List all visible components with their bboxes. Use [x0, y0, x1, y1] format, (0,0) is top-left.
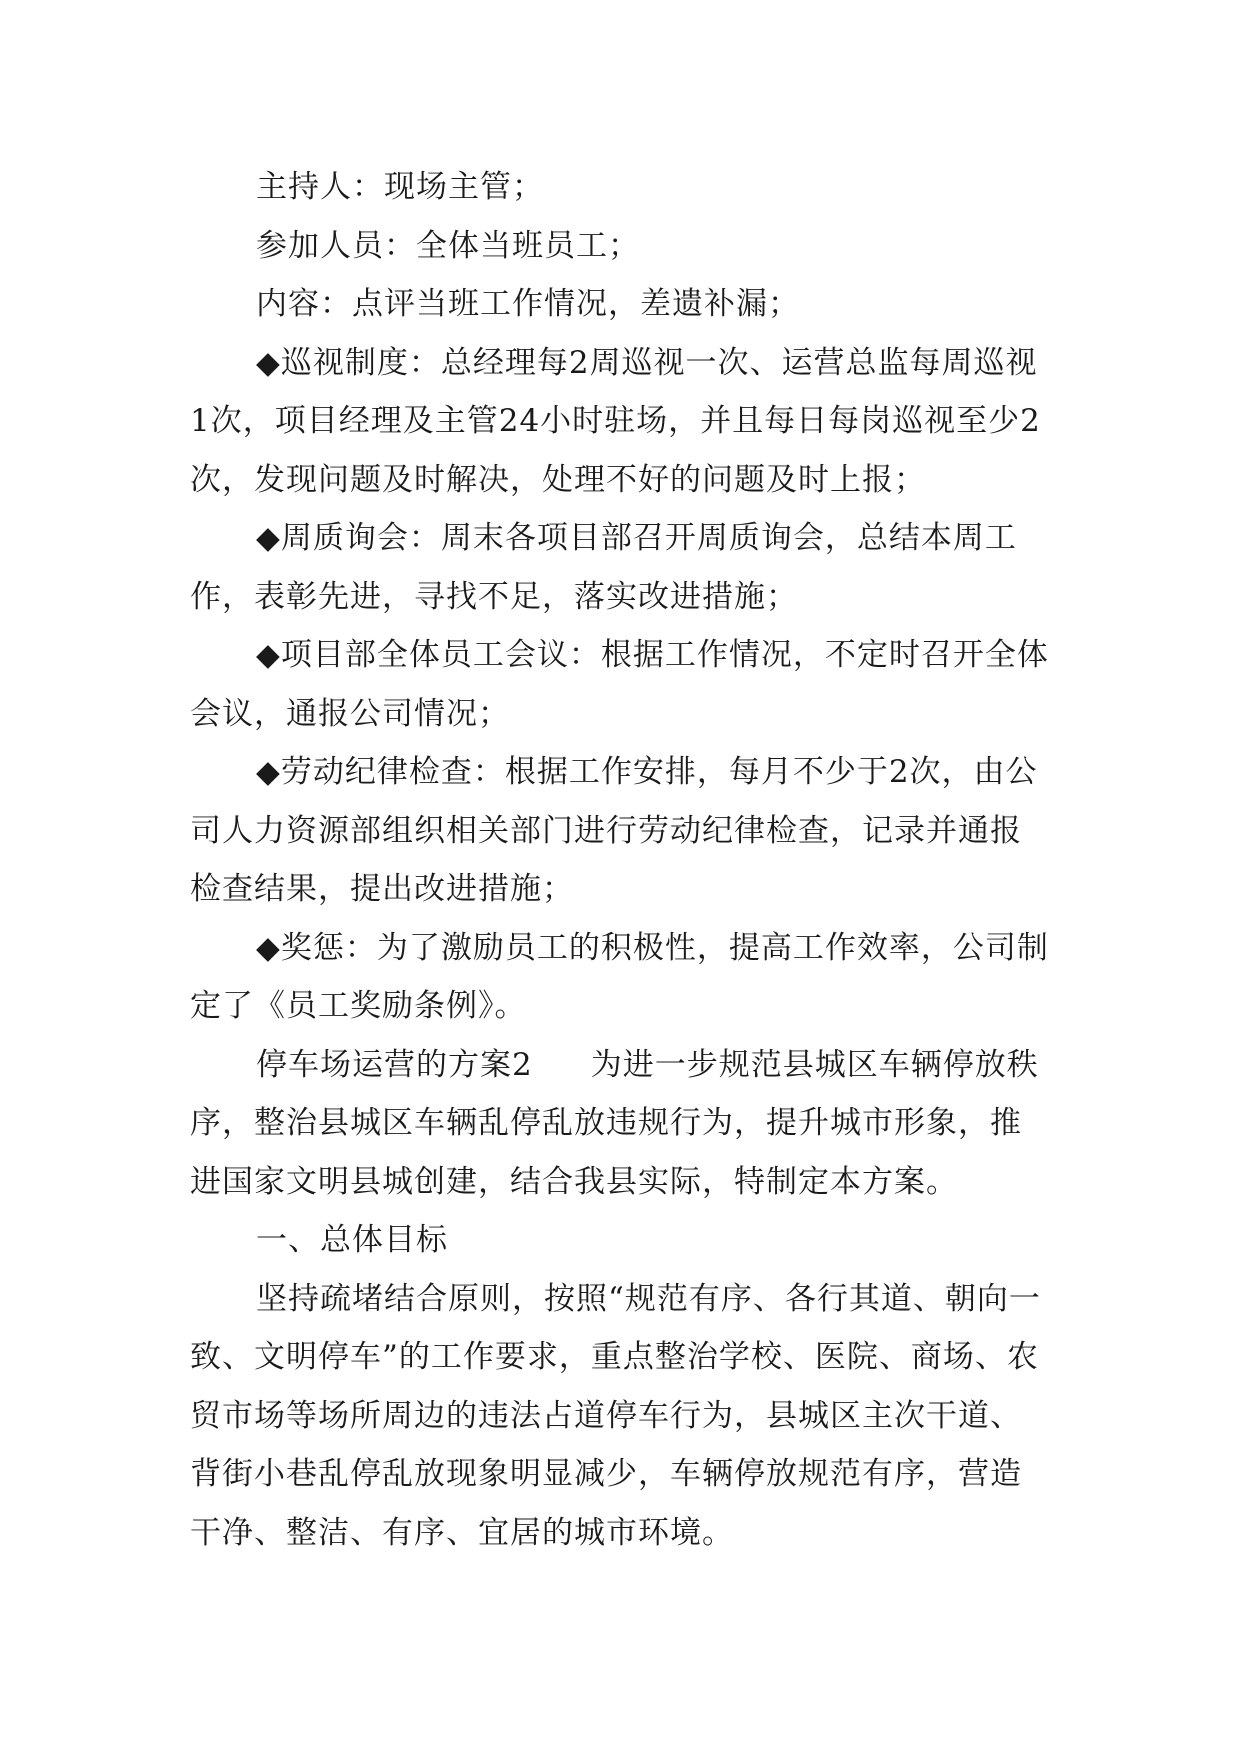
paragraph-discipline-check: ◆劳动纪律检查：根据工作安排，每月不少于2次，由公司人力资源部组织相关部门进行劳动纪律检查，记录并通报检查结果，提出改进措施；	[190, 754, 1038, 907]
paragraph-patrol-system: ◆巡视制度：总经理每2周巡视一次、运营总监每周巡视1次，项目经理及主管24小时驻场，并且每日每岗巡视至少2次，发现问题及时解决，处理不好的问题及时上报；	[190, 344, 1041, 498]
paragraph-host: 主持人：现场主管；	[256, 169, 544, 205]
paragraph-content: 内容：点评当班工作情况，差遗补漏；	[256, 286, 800, 322]
paragraph-participants: 参加人员：全体当班员工；	[256, 227, 640, 264]
paragraph-weekly-meeting: ◆周质询会：周末各项目部召开周质询会，总结本周工作，表彰先进，寻找不足，落实改进措施；	[190, 520, 1017, 615]
paragraph-section2	[190, 1036, 1050, 1212]
document-page	[190, 158, 1050, 1562]
section2-body: 为进一步规范县城区车辆停放秩序，整治县城区车辆乱停乱放违规行为，提升城市形象，推进国家文明县城创建，结合我县实际，特制定本方案。	[190, 1046, 1039, 1200]
paragraph-rewards: ◆奖惩：为了激励员工的积极性，提高工作效率，公司制定了《员工奖励条例》。	[190, 929, 1049, 1024]
paragraph-staff-meeting: ◆项目部全体员工会议：根据工作情况，不定时召开全体会议，通报公司情况；	[190, 637, 1049, 732]
paragraph-goal-text: 坚持疏堵结合原则，按照“规范有序、各行其道、朝向一致、文明停车”的工作要求，重点整治学校、医院、商场、农贸市场等场所周边的违法占道停车行为，县城区主次干道、背街小巷乱停乱放现象明显减少，车辆停放规范有序，营造干净、整洁、有序、宜居的城市环境。	[190, 1280, 1041, 1551]
section2-title: 停车场运营的方案2	[256, 1046, 533, 1083]
heading-overall-goal: 一、总体目标	[256, 1222, 448, 1258]
